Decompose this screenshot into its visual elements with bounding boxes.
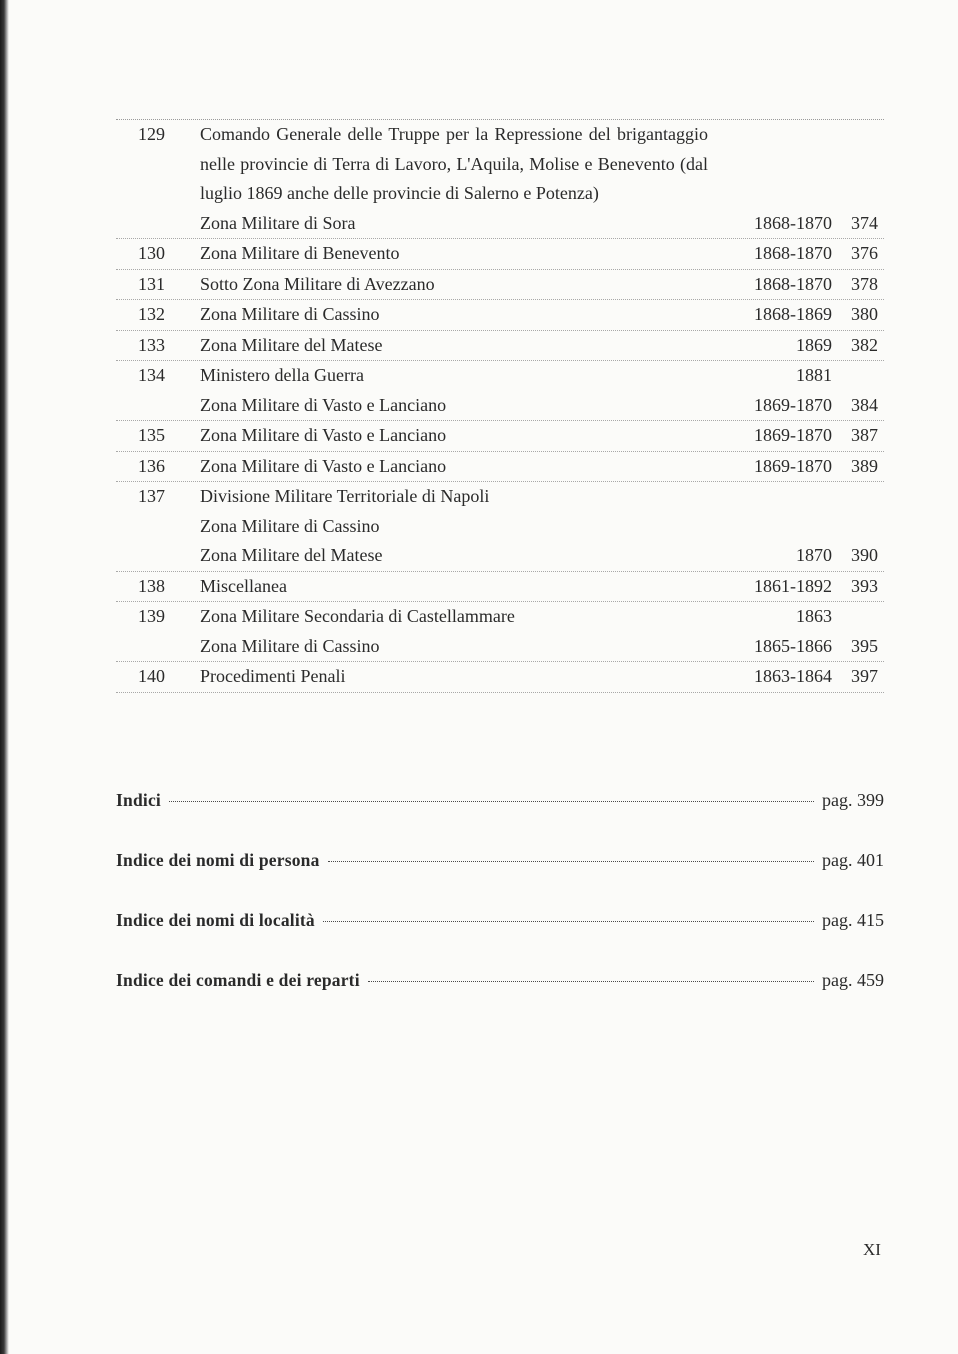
entry-title: Procedimenti Penali xyxy=(200,666,346,686)
toc-entry xyxy=(116,572,884,603)
entry-title: Zona Militare del Matese xyxy=(200,545,383,565)
entry-title: Miscellanea xyxy=(200,575,287,596)
entry-years: 1868-1870 xyxy=(754,212,832,233)
entry-page: 384 xyxy=(851,394,878,415)
toc-entry xyxy=(116,300,884,331)
index-line xyxy=(116,850,884,910)
entry-page: 389 xyxy=(851,455,878,476)
index-line xyxy=(116,910,884,970)
toc-line xyxy=(116,482,884,512)
toc-line xyxy=(116,300,884,330)
entry-page: 397 xyxy=(851,666,878,686)
entry-page: 378 xyxy=(851,273,878,294)
dot-leader xyxy=(368,981,814,982)
entry-years: 1869-1870 xyxy=(754,425,832,445)
toc-entry xyxy=(116,602,884,662)
entry-title: Zona Militare di Vasto e Lanciano xyxy=(200,425,447,445)
entry-title: Zona Militare Secondaria di Castellammare xyxy=(200,606,515,626)
entry-title: Zona Militare di Benevento xyxy=(200,243,400,263)
entry-years: 1869-1870 xyxy=(754,455,832,476)
entry-number: 135 xyxy=(138,425,165,445)
index-label: Indice dei comandi e dei reparti xyxy=(116,970,360,990)
toc-line xyxy=(116,391,884,421)
entry-title: Zona Militare di Vasto e Lanciano xyxy=(200,394,447,415)
entry-number: 131 xyxy=(138,273,165,294)
entry-years: 1870 xyxy=(796,545,832,565)
entry-title: Zona Militare del Matese xyxy=(200,334,383,355)
entry-title: Ministero della Guerra xyxy=(200,365,364,385)
toc-line xyxy=(116,512,884,542)
entry-number: 129 xyxy=(138,124,165,144)
entry-title: Zona Militare di Cassino xyxy=(200,515,380,536)
index-page: pag. 415 xyxy=(822,910,884,930)
entry-title: Comando Generale delle Truppe per la Repressione del brigantaggio nelle provincie di Terra di Lavoro, L'Aquila, Molise e Benevento (dal luglio 1869 anche delle provincie di Salerno e Potenza) xyxy=(200,124,708,203)
entry-title: Zona Militare di Vasto e Lanciano xyxy=(200,455,447,476)
entry-page: 395 xyxy=(851,635,878,656)
toc-line xyxy=(116,120,884,209)
toc-line xyxy=(116,421,884,451)
index-page: pag. 399 xyxy=(822,790,884,810)
entry-page: 387 xyxy=(851,425,878,445)
entry-number: 139 xyxy=(138,606,165,626)
entry-years: 1881 xyxy=(796,365,832,385)
toc-line xyxy=(116,361,884,391)
entry-page: 380 xyxy=(851,304,878,324)
entry-page: 376 xyxy=(851,243,878,263)
entry-title: Zona Militare di Cassino xyxy=(200,304,380,324)
index-label: Indice dei nomi di persona xyxy=(116,850,320,870)
entry-number: 140 xyxy=(138,666,165,686)
entry-page: 393 xyxy=(851,575,878,596)
entry-years: 1861-1892 xyxy=(754,575,832,596)
entry-years: 1869 xyxy=(796,334,832,355)
toc-entry xyxy=(116,270,884,301)
entry-years: 1869-1870 xyxy=(754,394,832,415)
index-page: pag. 401 xyxy=(822,850,884,870)
index-page: pag. 459 xyxy=(822,970,884,990)
entry-title: Sotto Zona Militare di Avezzano xyxy=(200,273,435,294)
toc-line xyxy=(116,239,884,269)
entry-title: Zona Militare di Cassino xyxy=(200,635,380,656)
toc-entry xyxy=(116,662,884,693)
entry-page: 374 xyxy=(851,212,878,233)
index-label: Indici xyxy=(116,790,161,810)
entry-years: 1868-1870 xyxy=(754,243,832,263)
entry-number: 132 xyxy=(138,304,165,324)
toc-line xyxy=(116,331,884,361)
toc-line xyxy=(116,662,884,692)
indices-list xyxy=(116,790,884,1030)
toc-entry xyxy=(116,452,884,483)
dot-leader xyxy=(323,921,814,922)
entry-years: 1868-1870 xyxy=(754,273,832,294)
entry-years: 1863 xyxy=(796,606,832,626)
entry-title: Divisione Militare Territoriale di Napoli xyxy=(200,486,490,506)
toc-line xyxy=(116,541,884,571)
entry-number: 134 xyxy=(138,365,165,385)
index-label: Indice dei nomi di località xyxy=(116,910,315,930)
scan-binding-edge xyxy=(0,0,9,1354)
entry-number: 137 xyxy=(138,486,165,506)
toc-line xyxy=(116,452,884,482)
entry-years: 1863-1864 xyxy=(754,666,832,686)
toc-entry xyxy=(116,239,884,270)
toc-entry xyxy=(116,361,884,421)
toc-line xyxy=(116,602,884,632)
index-line xyxy=(116,970,884,1030)
toc-line xyxy=(116,270,884,300)
toc-entry xyxy=(116,331,884,362)
toc-line xyxy=(116,209,884,239)
entry-years: 1865-1866 xyxy=(754,635,832,656)
page-number: XI xyxy=(863,1240,881,1259)
entry-number: 133 xyxy=(138,334,165,355)
index-line xyxy=(116,790,884,850)
dot-leader xyxy=(169,801,814,802)
entry-page: 382 xyxy=(851,334,878,355)
entry-number: 130 xyxy=(138,243,165,263)
toc-line xyxy=(116,632,884,662)
entry-number: 136 xyxy=(138,455,165,476)
dot-leader xyxy=(328,861,814,862)
entry-title: Zona Militare di Sora xyxy=(200,212,356,233)
contents-list xyxy=(116,119,884,693)
toc-entry xyxy=(116,482,884,572)
toc-entry xyxy=(116,421,884,452)
entry-number: 138 xyxy=(138,575,165,596)
entry-years: 1868-1869 xyxy=(754,304,832,324)
toc-entry xyxy=(116,120,884,239)
entry-page: 390 xyxy=(851,545,878,565)
toc-line xyxy=(116,572,884,602)
